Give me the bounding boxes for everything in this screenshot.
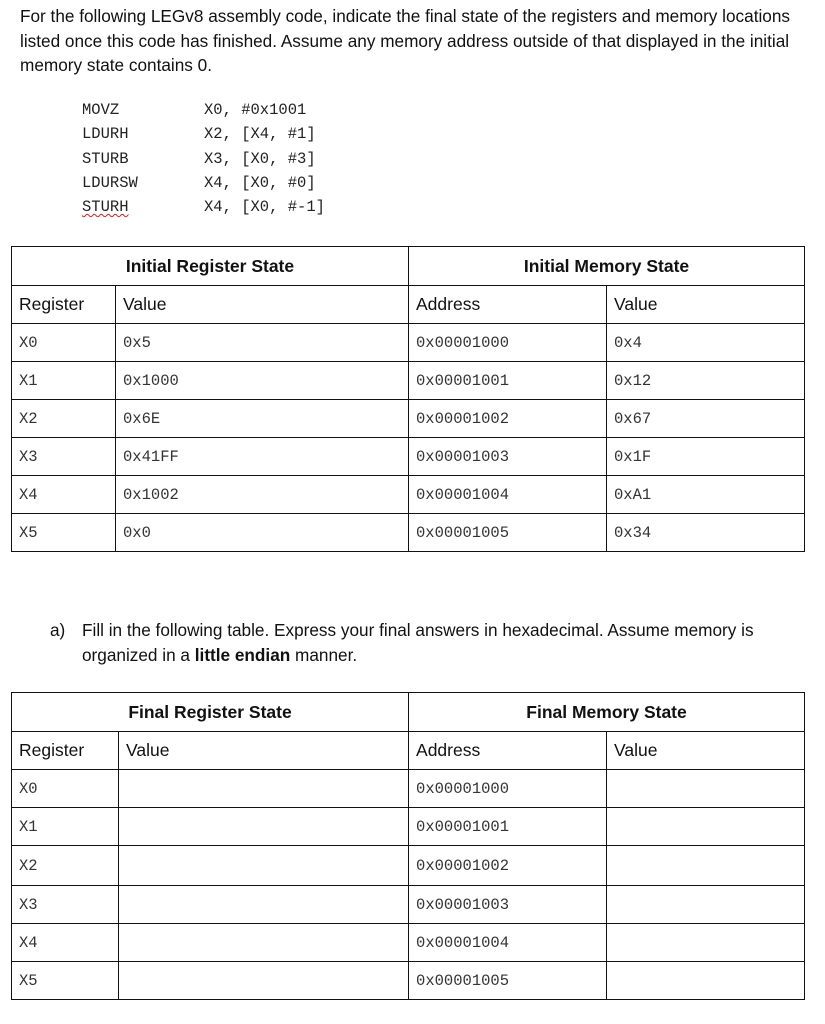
table-row [12,476,805,514]
table-row [12,886,805,924]
problem-statement: For the following LEGv8 assembly code, indicate the final state of the registers and memory locations listed once this code has finished. Assume any memory address outside of that displayed in the initial memory state contains 0. [20,6,791,75]
register-name: X1 [12,362,116,400]
table-row [12,324,805,362]
register-value: 0x0 [116,514,409,552]
memory-value-answer[interactable] [607,924,805,962]
memory-value: 0x34 [607,514,805,552]
code-line [82,171,325,195]
code-line [82,147,325,171]
register-value-answer[interactable] [119,770,409,808]
code-opcode: LDURSW [82,173,138,192]
memory-value: 0x12 [607,362,805,400]
table-row [12,962,805,1000]
column-header-value: Value [119,732,409,770]
memory-value: 0x1F [607,438,805,476]
memory-address: 0x00001000 [409,770,607,808]
emphasis-little-endian: little endian [194,644,291,665]
code-operands: X3, [X0, #3] [204,149,316,168]
table-row [12,808,805,846]
memory-value-answer[interactable] [607,886,805,924]
column-header-memory-value: Value [607,286,805,324]
register-value: 0x6E [116,400,409,438]
code-operands: X4, [X0, #-1] [204,198,325,217]
memory-value: 0x4 [607,324,805,362]
register-value: 0x41FF [116,438,409,476]
register-name: X1 [12,808,119,846]
memory-address: 0x00001002 [409,846,607,886]
code-operands: X2, [X4, #1] [204,125,316,144]
memory-address: 0x00001002 [409,400,607,438]
memory-address: 0x00001003 [409,438,607,476]
memory-value-answer[interactable] [607,808,805,846]
memory-address: 0x00001005 [409,962,607,1000]
column-header-register: Register [12,286,116,324]
memory-address: 0x00001005 [409,514,607,552]
column-header-register: Register [12,732,119,770]
register-name: X2 [12,846,119,886]
table-row [12,846,805,886]
table-row [12,924,805,962]
column-header-address: Address [409,286,607,324]
memory-address: 0x00001003 [409,886,607,924]
register-value-answer[interactable] [119,962,409,1000]
column-header-address: Address [409,732,607,770]
final-memory-heading: Final Memory State [409,693,805,732]
code-operands: X0, #0x1001 [204,101,307,119]
register-name: X3 [12,438,116,476]
memory-value-answer[interactable] [607,846,805,886]
register-name: X3 [12,886,119,924]
register-name: X0 [12,770,119,808]
register-name: X5 [12,962,119,1000]
final-state-table [11,692,805,1000]
code-line [82,122,325,146]
part-a-text: Fill in the following table. Express your final answers in hexadecimal. Assume memory is organized in a little endian manner. [82,620,754,665]
final-register-heading: Final Register State [12,693,409,732]
register-name: X5 [12,514,116,552]
code-operands: X4, [X0, #0] [204,173,316,192]
memory-value: 0xA1 [607,476,805,514]
part-a-instructions [50,618,782,667]
table-row [12,770,805,808]
table-row [12,438,805,476]
code-line [82,195,325,219]
register-name: X4 [12,476,116,514]
register-value-answer[interactable] [119,924,409,962]
column-header-memory-value: Value [607,732,805,770]
register-name: X4 [12,924,119,962]
table-row [12,400,805,438]
code-opcode: LDURH [82,125,129,144]
register-value-answer[interactable] [119,808,409,846]
register-name: X2 [12,400,116,438]
memory-address: 0x00001001 [409,362,607,400]
code-opcode: MOVZ [82,101,120,119]
register-value: 0x1000 [116,362,409,400]
memory-address: 0x00001001 [409,808,607,846]
memory-address: 0x00001000 [409,324,607,362]
initial-register-heading: Initial Register State [12,247,409,286]
assembly-code-block [82,98,325,219]
memory-address: 0x00001004 [409,924,607,962]
code-opcode-spellcheck: STURH [82,198,129,217]
register-value-answer[interactable] [119,886,409,924]
register-value-answer[interactable] [119,846,409,886]
table-row [12,514,805,552]
code-opcode: STURB [82,149,129,168]
memory-value: 0x67 [607,400,805,438]
register-value: 0x5 [116,324,409,362]
code-line [82,98,325,122]
memory-address: 0x00001004 [409,476,607,514]
register-value: 0x1002 [116,476,409,514]
table-row [12,362,805,400]
memory-value-answer[interactable] [607,770,805,808]
initial-state-table [11,246,805,552]
initial-memory-heading: Initial Memory State [409,247,805,286]
part-a-label: a) [50,620,66,640]
column-header-value: Value [116,286,409,324]
memory-value-answer[interactable] [607,962,805,1000]
register-name: X0 [12,324,116,362]
